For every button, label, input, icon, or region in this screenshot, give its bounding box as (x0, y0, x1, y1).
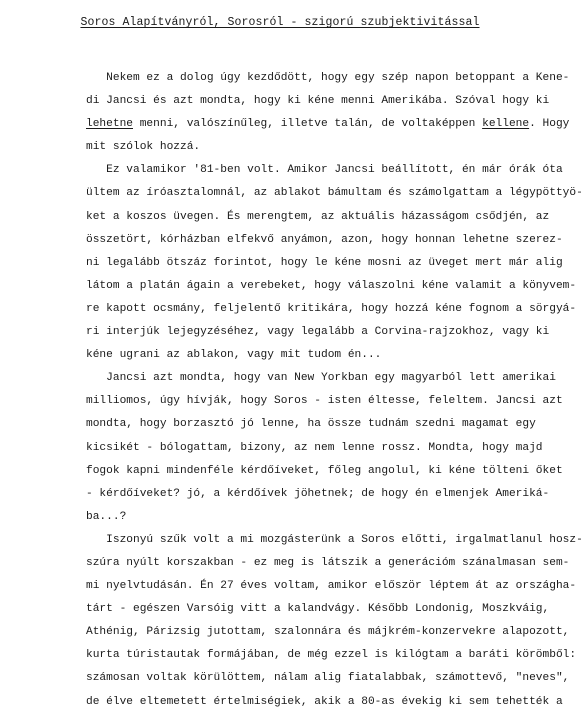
document-body (86, 67, 583, 714)
text-run: kicsikét - bólogattam, bizony, az nem lenne rossz. Mondta, hogy majd (86, 441, 543, 454)
text-run: számosan voltak körülöttem, nálam alig fiatalabbak, számottevő, "neves", (86, 672, 570, 685)
text-run: milliomos, úgy hívják, hogy Soros - isten éltesse, feleltem. Jancsi azt (86, 395, 563, 408)
text-line (86, 437, 543, 460)
document-title: Soros Alapítványról, Sorosról - szigorú szubjektivitással (80, 16, 480, 29)
text-line (86, 483, 550, 506)
text-line (86, 460, 563, 483)
paragraph (86, 67, 570, 159)
text-run: ri interjúk lejegyzéséhez, vagy legalább a Corvina-rajzokhoz, vagy ki (86, 326, 550, 339)
text-line (86, 506, 526, 529)
text-run: Nekem ez a dolog úgy kezdődött, hogy egy szép napon betoppant a Kene- (86, 72, 570, 84)
text-line (86, 552, 570, 575)
text-line (86, 529, 583, 552)
text-run: mit szólok hozzá. (86, 141, 201, 154)
text-line (86, 598, 550, 621)
text-line (86, 321, 550, 344)
text-line (86, 275, 577, 298)
text-run: ba...? (86, 510, 127, 523)
text-run: Iszonyú szűk volt a mi mozgásterünk a Soros előtti, irgalmatlanul hosz- (86, 533, 583, 546)
text-run: mi nyelvtudásán. Én 27 éves voltam, amikor először léptem át az országha- (86, 580, 577, 593)
text-line (86, 691, 563, 714)
text-line (86, 413, 536, 436)
text-run: kéne ugrani az ablakon, vagy mit tudom én... (86, 349, 382, 362)
text-line (86, 113, 570, 136)
text-line (86, 621, 570, 644)
text-run: tárt - egészen Varsóig vitt a kalandvágy. Később Londonig, Moszkváig, (86, 603, 550, 616)
text-line (86, 390, 563, 413)
text-run: kurta túristautak formájában, de még ezzel is kilógtam a baráti körömből: (86, 649, 577, 662)
text-run: összetört, kórházban elfekvő anyámon, azon, hogy honnan lehetne szerez- (86, 233, 563, 246)
text-line (86, 229, 563, 252)
text-run: fogok kapni mindenféle kérdőíveket, főleg angolul, ki kéne tölteni őket (86, 464, 563, 477)
text-run: Ez valamikor '81-ben volt. Amikor Jancsi beállított, én már órák óta (86, 164, 563, 177)
text-line (86, 367, 556, 390)
text-run: Athénig, Párizsig jutottam, szalonnára és májkrém-konzervekre alapozott, (86, 626, 570, 639)
text-run: di Jancsi és azt mondta, hogy ki kéne menni Amerikába. Szóval hogy ki (86, 95, 550, 108)
text-line (86, 298, 577, 321)
text-run: . Hogy (529, 118, 570, 131)
text-run: mondta, hogy borzasztó jó lenne, ha össze tudnám szedni magamat egy (86, 418, 536, 431)
text-line (86, 206, 550, 229)
text-line (86, 344, 526, 367)
text-line (86, 644, 577, 667)
text-line (86, 159, 563, 182)
text-run: re kapott ocsmány, feljelentő kritikára, hogy hozzá kéne fognom a sörgyá- (86, 302, 577, 315)
text-line (86, 667, 570, 690)
underlined-word: lehetne (86, 118, 133, 131)
text-line (86, 136, 526, 159)
text-run: ket a koszos üvegen. És merengtem, az aktuális házasságom csődjén, az (86, 210, 550, 223)
text-line (86, 182, 583, 205)
text-line (86, 90, 550, 113)
text-line (86, 252, 563, 275)
paragraph (86, 159, 583, 367)
paragraph (86, 529, 583, 714)
text-run: menni, valószínűleg, illetve talán, de voltaképpen (133, 118, 483, 131)
text-run: látom a platán ágain a verebeket, hogy válaszolni kéne valamit a könyvem- (86, 279, 577, 292)
text-run: de élve eltemetett értelmiségiek, akik a 80-as évekig ki sem tehették a (86, 695, 563, 708)
text-run: Jancsi azt mondta, hogy van New Yorkban egy magyarból lett amerikai (86, 372, 556, 385)
text-run: szúra nyúlt korszakban - ez meg is látszik a generációm szánalmasan sem- (86, 556, 570, 569)
text-run: - kérdőíveket? jó, a kérdőívek jöhetnek; de hogy én elmenjek Ameriká- (86, 487, 550, 500)
text-run: ültem az íróasztalomnál, az ablakot bámultam és számolgattam a légypöttyö- (86, 187, 583, 200)
text-run: ni legalább ötszáz forintot, hogy le kéne mosni az üveget mert már alig (86, 256, 563, 269)
underlined-word: kellene (482, 118, 530, 131)
text-line (86, 67, 570, 90)
text-line (86, 575, 577, 598)
paragraph (86, 367, 563, 529)
